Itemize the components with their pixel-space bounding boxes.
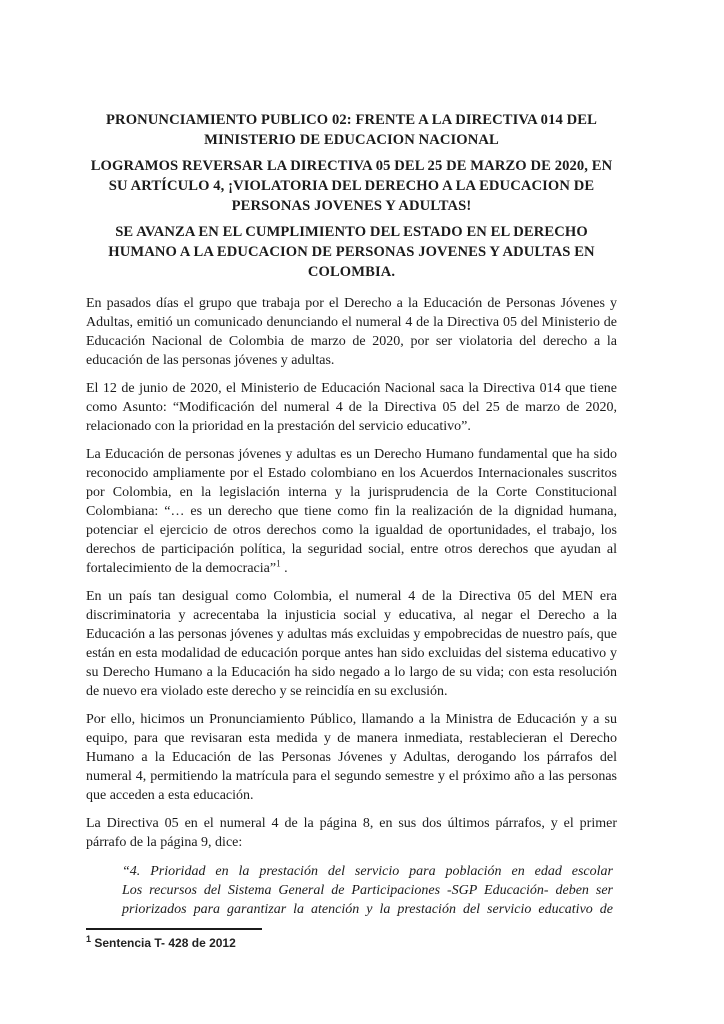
document-subheading-reversal: LOGRAMOS REVERSAR LA DIRECTIVA 05 DEL 25 DE MARZO DE 2020, EN SU ARTÍCULO 4, ¡VIOLATORIA DEL DERECHO A LA EDUCACION DE PERSONAS JOVENES Y ADULTAS!: [90, 158, 613, 214]
document-title: PRONUNCIAMIENTO PUBLICO 02: FRENTE A LA DIRECTIVA 014 DEL MINISTERIO DE EDUCACION NACIONAL: [106, 112, 597, 148]
paragraph-pais-desigual: En un país tan desigual como Colombia, el numeral 4 de la Directiva 05 del MEN era discriminatoria y acrecentaba la injusticia social y educativa, al negar el Derecho a la Educación a las personas jóvenes y adultas más excluidas y empobrecidas de nuestro país, que están en esta modalidad de educación porque antes han sido excluidas del sistema educativo y su Derecho Humano a la Educación ha sido negado a lo largo de su vida; con esta resolución de nuevo era violado este derecho y se reincidía en su exclusión.: [86, 589, 617, 699]
footnote-separator: [86, 928, 262, 930]
footnote-number: 1: [86, 934, 92, 944]
paragraph-directiva-cita-intro: La Directiva 05 en el numeral 4 de la página 8, en sus dos últimos párrafos, y el primer párrafo de la página 9, dice:: [86, 816, 617, 850]
blockquote-body-line: Los recursos del Sistema General de Participaciones -SGP Educación- deben ser priorizados para garantizar la atención y la prestación del servicio educativo de: [122, 883, 613, 917]
footnote-area: [86, 928, 617, 951]
paragraph-derecho-humano-text: La Educación de personas jóvenes y adultas es un Derecho Humano fundamental que ha sido reconocido ampliamente por el Estado colombiano en los Acuerdos Internacionales suscritos por Colombia, en la legislación interna y la jurisprudencia de la Corte Constitucional Colombiana: “… es un derecho que tiene como fin la realización de la dignidad humana, potenciar el ejercicio de otros derechos como la igualdad de oportunidades, el trabajo, los derechos de participación política, la seguridad social, entre otros derechos que ayudan al fortalecimiento de la democracia”: [86, 447, 617, 576]
paragraph-derecho-humano: [86, 445, 617, 578]
footnote: [86, 935, 617, 951]
paragraph-derecho-humano-tail: .: [280, 561, 288, 576]
document-subheading-avance: SE AVANZA EN EL CUMPLIMIENTO DEL ESTADO EN EL DERECHO HUMANO A LA EDUCACION DE PERSONAS JOVENES Y ADULTAS EN COLOMBIA.: [108, 224, 595, 280]
paragraph-pronunciamiento: Por ello, hicimos un Pronunciamiento Público, llamando a la Ministra de Educación y a su equipo, para que revisaran esta medida y de manera inmediata, restablecieran el Derecho Humano a la Educación de las Personas Jóvenes y Adultas, derogando los párrafos del numeral 4, permitiendo la matrícula para el segundo semestre y el próximo año a las personas que acceden a esta educación.: [86, 712, 617, 803]
footnote-reference-marker: 1: [276, 558, 281, 569]
blockquote-heading-line: “4. Prioridad en la prestación del servicio para población en edad escolar: [122, 864, 613, 879]
blockquote-directiva-numeral-4: [122, 862, 613, 919]
paragraph-directiva-014: El 12 de junio de 2020, el Ministerio de Educación Nacional saca la Directiva 014 que tiene como Asunto: “Modificación del numeral 4 de la Directiva 05 del 25 de marzo de 2020, relacionado con la prioridad en la prestación del servicio educativo”.: [86, 381, 617, 434]
paragraph-comunicado: En pasados días el grupo que trabaja por el Derecho a la Educación de Personas Jóvenes y Adultas, emitió un comunicado denunciando el numeral 4 de la Directiva 05 del Ministerio de Educación Nacional de Colombia de marzo de 2020, por ser violatoria del derecho a la educación de las personas jóvenes y adultas.: [86, 296, 617, 368]
footnote-text: Sentencia T- 428 de 2012: [94, 936, 236, 950]
